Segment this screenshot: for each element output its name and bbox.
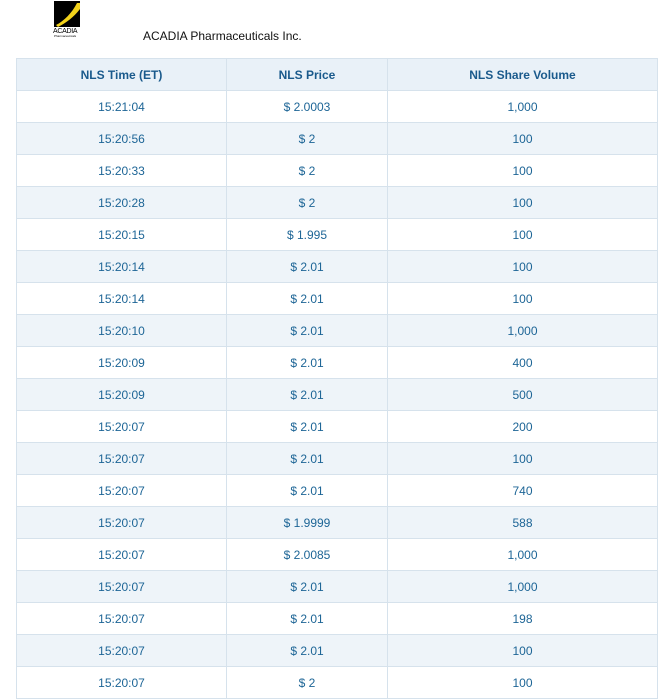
column-header-time[interactable]: NLS Time (ET)	[17, 59, 227, 91]
cell-time: 15:20:33	[17, 155, 227, 187]
cell-time: 15:20:09	[17, 379, 227, 411]
table-row	[17, 411, 658, 443]
table-row	[17, 379, 658, 411]
cell-volume: 100	[388, 635, 658, 667]
cell-volume: 740	[388, 475, 658, 507]
cell-time: 15:20:07	[17, 475, 227, 507]
cell-volume: 100	[388, 251, 658, 283]
cell-volume: 200	[388, 411, 658, 443]
cell-price: $ 2.01	[227, 411, 388, 443]
cell-volume: 500	[388, 379, 658, 411]
table-row	[17, 539, 658, 571]
header	[0, 0, 661, 58]
table-row	[17, 347, 658, 379]
cell-price: $ 2.01	[227, 603, 388, 635]
table-row	[17, 187, 658, 219]
cell-volume: 1,000	[388, 571, 658, 603]
cell-time: 15:20:07	[17, 667, 227, 699]
column-header-volume[interactable]: NLS Share Volume	[388, 59, 658, 91]
cell-time: 15:21:04	[17, 91, 227, 123]
logo-wordmark: ACADIA	[53, 28, 78, 35]
cell-price: $ 2.01	[227, 283, 388, 315]
cell-volume: 100	[388, 219, 658, 251]
table-row	[17, 251, 658, 283]
cell-volume: 588	[388, 507, 658, 539]
table-row	[17, 475, 658, 507]
cell-volume: 198	[388, 603, 658, 635]
table-row	[17, 635, 658, 667]
table-header-row	[17, 59, 658, 91]
cell-price: $ 1.995	[227, 219, 388, 251]
cell-volume: 100	[388, 187, 658, 219]
logo-subtext: Pharmaceuticals	[54, 34, 77, 38]
column-header-price[interactable]: NLS Price	[227, 59, 388, 91]
table-row	[17, 91, 658, 123]
cell-price: $ 2.01	[227, 347, 388, 379]
cell-price: $ 1.9999	[227, 507, 388, 539]
table-row	[17, 667, 658, 699]
cell-time: 15:20:07	[17, 443, 227, 475]
cell-price: $ 2.01	[227, 635, 388, 667]
cell-price: $ 2.0003	[227, 91, 388, 123]
cell-time: 15:20:07	[17, 411, 227, 443]
cell-price: $ 2	[227, 155, 388, 187]
cell-volume: 1,000	[388, 315, 658, 347]
cell-price: $ 2.01	[227, 379, 388, 411]
table-row	[17, 507, 658, 539]
cell-time: 15:20:07	[17, 571, 227, 603]
cell-volume: 1,000	[388, 539, 658, 571]
trades-table	[16, 58, 658, 699]
cell-price: $ 2.01	[227, 443, 388, 475]
logo-mark-icon	[54, 1, 80, 27]
table-row	[17, 443, 658, 475]
trades-table-container[interactable]	[16, 58, 657, 690]
cell-time: 15:20:07	[17, 539, 227, 571]
table-row	[17, 603, 658, 635]
table-row	[17, 315, 658, 347]
cell-time: 15:20:14	[17, 251, 227, 283]
company-name: ACADIA Pharmaceuticals Inc.	[143, 29, 302, 43]
cell-volume: 100	[388, 443, 658, 475]
cell-price: $ 2	[227, 187, 388, 219]
cell-price: $ 2.01	[227, 475, 388, 507]
cell-volume: 400	[388, 347, 658, 379]
cell-price: $ 2.0085	[227, 539, 388, 571]
cell-price: $ 2	[227, 123, 388, 155]
cell-time: 15:20:07	[17, 603, 227, 635]
cell-time: 15:20:14	[17, 283, 227, 315]
cell-price: $ 2	[227, 667, 388, 699]
cell-time: 15:20:07	[17, 507, 227, 539]
cell-volume: 1,000	[388, 91, 658, 123]
table-row	[17, 219, 658, 251]
cell-time: 15:20:10	[17, 315, 227, 347]
cell-price: $ 2.01	[227, 315, 388, 347]
cell-time: 15:20:09	[17, 347, 227, 379]
acadia-logo	[54, 1, 80, 39]
cell-volume: 100	[388, 667, 658, 699]
cell-price: $ 2.01	[227, 251, 388, 283]
cell-time: 15:20:28	[17, 187, 227, 219]
cell-volume: 100	[388, 155, 658, 187]
cell-time: 15:20:56	[17, 123, 227, 155]
table-row	[17, 123, 658, 155]
cell-price: $ 2.01	[227, 571, 388, 603]
cell-volume: 100	[388, 283, 658, 315]
cell-time: 15:20:07	[17, 635, 227, 667]
cell-time: 15:20:15	[17, 219, 227, 251]
table-row	[17, 155, 658, 187]
cell-volume: 100	[388, 123, 658, 155]
table-row	[17, 571, 658, 603]
table-row	[17, 283, 658, 315]
